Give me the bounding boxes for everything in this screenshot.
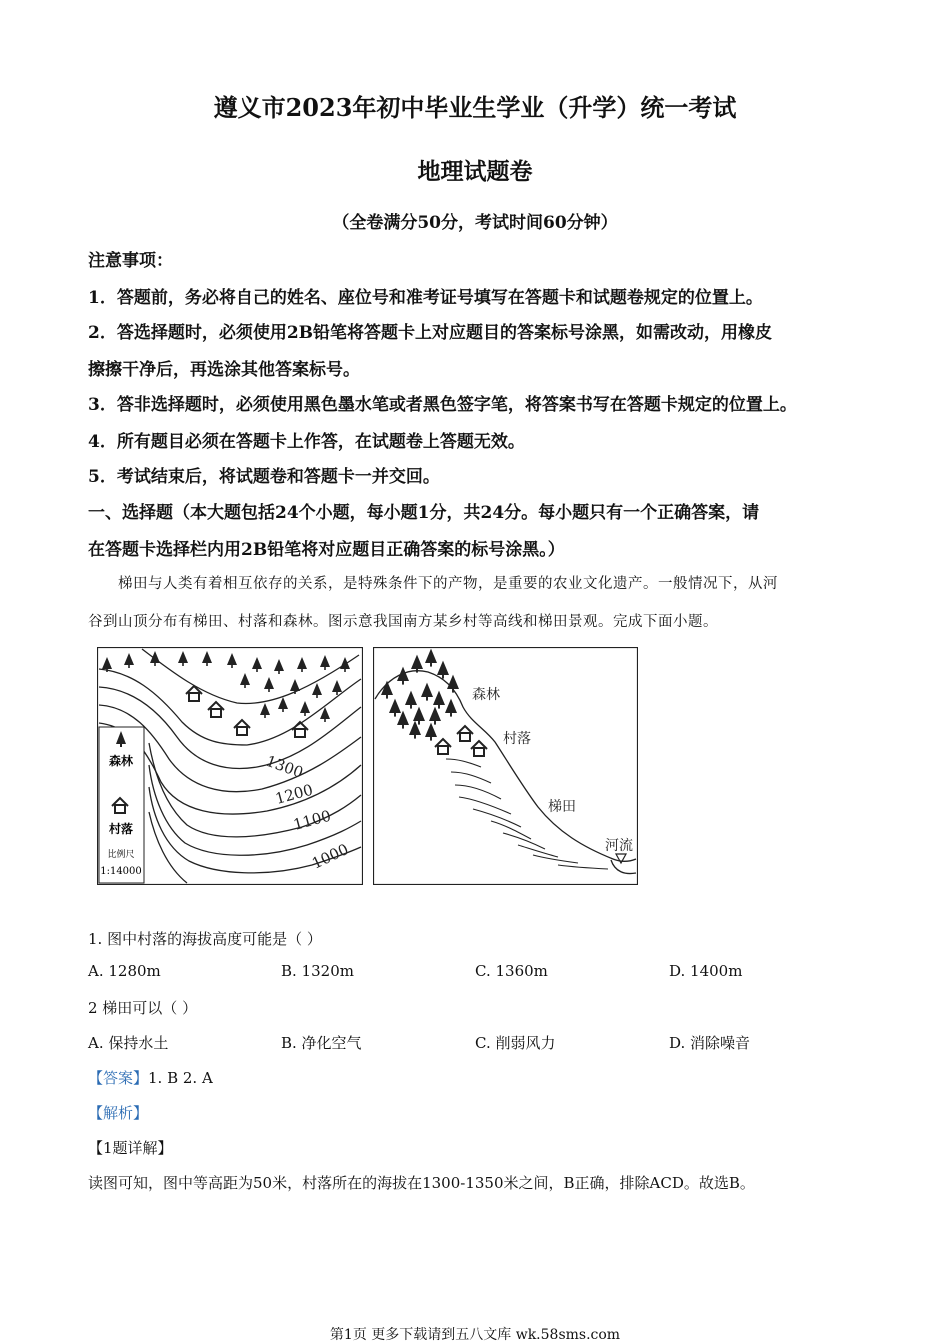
analysis-label: 【解析】	[88, 1104, 149, 1122]
note-item: 2．答选择题时，必须使用2B铅笔将答题卡上对应题目的答案标号涂黑，如需改动，用橡皮	[88, 323, 773, 343]
tree-trunk	[231, 665, 233, 668]
tree-trunk	[106, 669, 108, 672]
legend-forest-label: 森林	[108, 754, 134, 768]
tree-trunk	[430, 663, 432, 667]
intro-line2: 谷到山顶分布有梯田、村落和森林。图示意我国南方某乡村等高线和梯田景观。完成下面小题。	[88, 614, 718, 630]
tree-trunk	[128, 665, 130, 668]
exam-info: （全卷满分50分，考试时间60分钟）	[332, 213, 618, 233]
tree-trunk	[430, 737, 432, 741]
tree-trunk	[450, 713, 452, 717]
tree-trunk	[264, 715, 266, 718]
contour-map-figure	[97, 647, 363, 885]
tree-trunk	[442, 675, 444, 679]
forest-label: 森林	[472, 687, 500, 703]
note-item: 擦擦干净后，再选涂其他答案标号。	[88, 360, 360, 380]
scale-value: 1:14000	[100, 866, 142, 877]
tree-trunk	[336, 692, 338, 695]
q1-option-b[interactable]: B. 1320m	[281, 962, 354, 980]
tree-trunk	[294, 691, 296, 694]
tree-trunk	[386, 695, 388, 699]
tree-trunk	[452, 689, 454, 693]
tree-trunk	[278, 671, 280, 674]
answer-line	[88, 1067, 213, 1088]
question-2-stem: 2 梯田可以（ ）	[88, 999, 198, 1017]
tree-trunk	[426, 697, 428, 701]
q1-option-a[interactable]: A. 1280m	[88, 962, 161, 980]
tree-trunk	[324, 719, 326, 722]
tree-trunk	[316, 695, 318, 698]
tree-trunk	[438, 705, 440, 709]
tree-trunk	[324, 667, 326, 670]
q2-option-b[interactable]: B. 净化空气	[281, 1034, 362, 1052]
contour-label: 1200	[273, 780, 315, 808]
tree-trunk	[410, 705, 412, 709]
tree-trunk	[402, 725, 404, 729]
notes-heading: 注意事项：	[88, 251, 173, 271]
detail-text: 读图可知，图中等高距为50米，村落所在的海拔在1300-1350米之间，B正确，排除ACD。故选B。	[88, 1174, 755, 1192]
tree-trunk	[416, 669, 418, 673]
q2-option-a[interactable]: A. 保持水土	[88, 1034, 169, 1052]
note-item: 4．所有题目必须在答题卡上作答，在试题卷上答题无效。	[88, 432, 525, 452]
contour-label: 1000	[309, 840, 352, 873]
village-label: 村落	[503, 731, 531, 747]
answer-label: 【答案】	[88, 1069, 149, 1087]
river-label: 河流	[605, 838, 633, 854]
tree-trunk	[414, 735, 416, 739]
page-footer: 第1页 更多下载请到五八文库 wk.58sms.com	[329, 1327, 621, 1343]
terrace-landscape-figure	[373, 647, 638, 885]
terraces-label: 梯田	[548, 799, 576, 815]
tree-trunk	[301, 669, 303, 672]
section-heading-line2: 在答题卡选择栏内用2B铅笔将对应题目正确答案的标号涂黑。）	[88, 540, 565, 560]
tree-trunk	[206, 663, 208, 666]
note-item: 3．答非选择题时，必须使用黑色墨水笔或者黑色签字笔，将答案书写在答题卡规定的位置上。	[88, 395, 797, 415]
tree-trunk	[244, 685, 246, 688]
exam-subtitle: 地理试题卷	[417, 158, 533, 185]
intro-line1: 梯田与人类有着相互依存的关系，是特殊条件下的产物，是重要的农业文化遗产。一般情况下，从河	[118, 576, 778, 592]
tree-trunk	[154, 663, 156, 666]
legend-village-label: 村落	[108, 822, 134, 836]
contour-label: 1300	[263, 751, 306, 782]
detail-heading: 【1题详解】	[88, 1139, 173, 1157]
tree-trunk	[418, 721, 420, 725]
exam-title: 遵义市2023年初中毕业生学业（升学）统一考试	[213, 93, 737, 122]
tree-trunk	[282, 709, 284, 712]
tree-trunk	[394, 713, 396, 717]
answer-text: 1. B 2. A	[148, 1069, 213, 1087]
scale-label: 比例尺	[107, 850, 135, 860]
question-1-stem: 1. 图中村落的海拔高度可能是（ ）	[88, 930, 322, 948]
note-item: 5．考试结束后，将试题卷和答题卡一并交回。	[88, 467, 440, 487]
section-heading-line1: 一、选择题（本大题包括24个小题，每小题1分，共24分。每小题只有一个正确答案，请	[88, 503, 760, 523]
q1-option-d[interactable]: D. 1400m	[669, 962, 743, 980]
tree-trunk	[256, 669, 258, 672]
q2-option-c[interactable]: C. 削弱风力	[475, 1034, 556, 1052]
q1-option-c[interactable]: C. 1360m	[475, 962, 548, 980]
q2-option-d[interactable]: D. 消除噪音	[669, 1034, 751, 1052]
tree-trunk	[182, 663, 184, 666]
tree-trunk	[434, 721, 436, 725]
tree-trunk	[304, 713, 306, 716]
tree-trunk	[344, 669, 346, 672]
contour-label: 1100	[291, 806, 333, 834]
tree-trunk	[402, 681, 404, 685]
tree-trunk	[268, 689, 270, 692]
note-item: 1．答题前，务必将自己的姓名、座位号和准考证号填写在答题卡和试题卷规定的位置上。	[88, 288, 763, 308]
